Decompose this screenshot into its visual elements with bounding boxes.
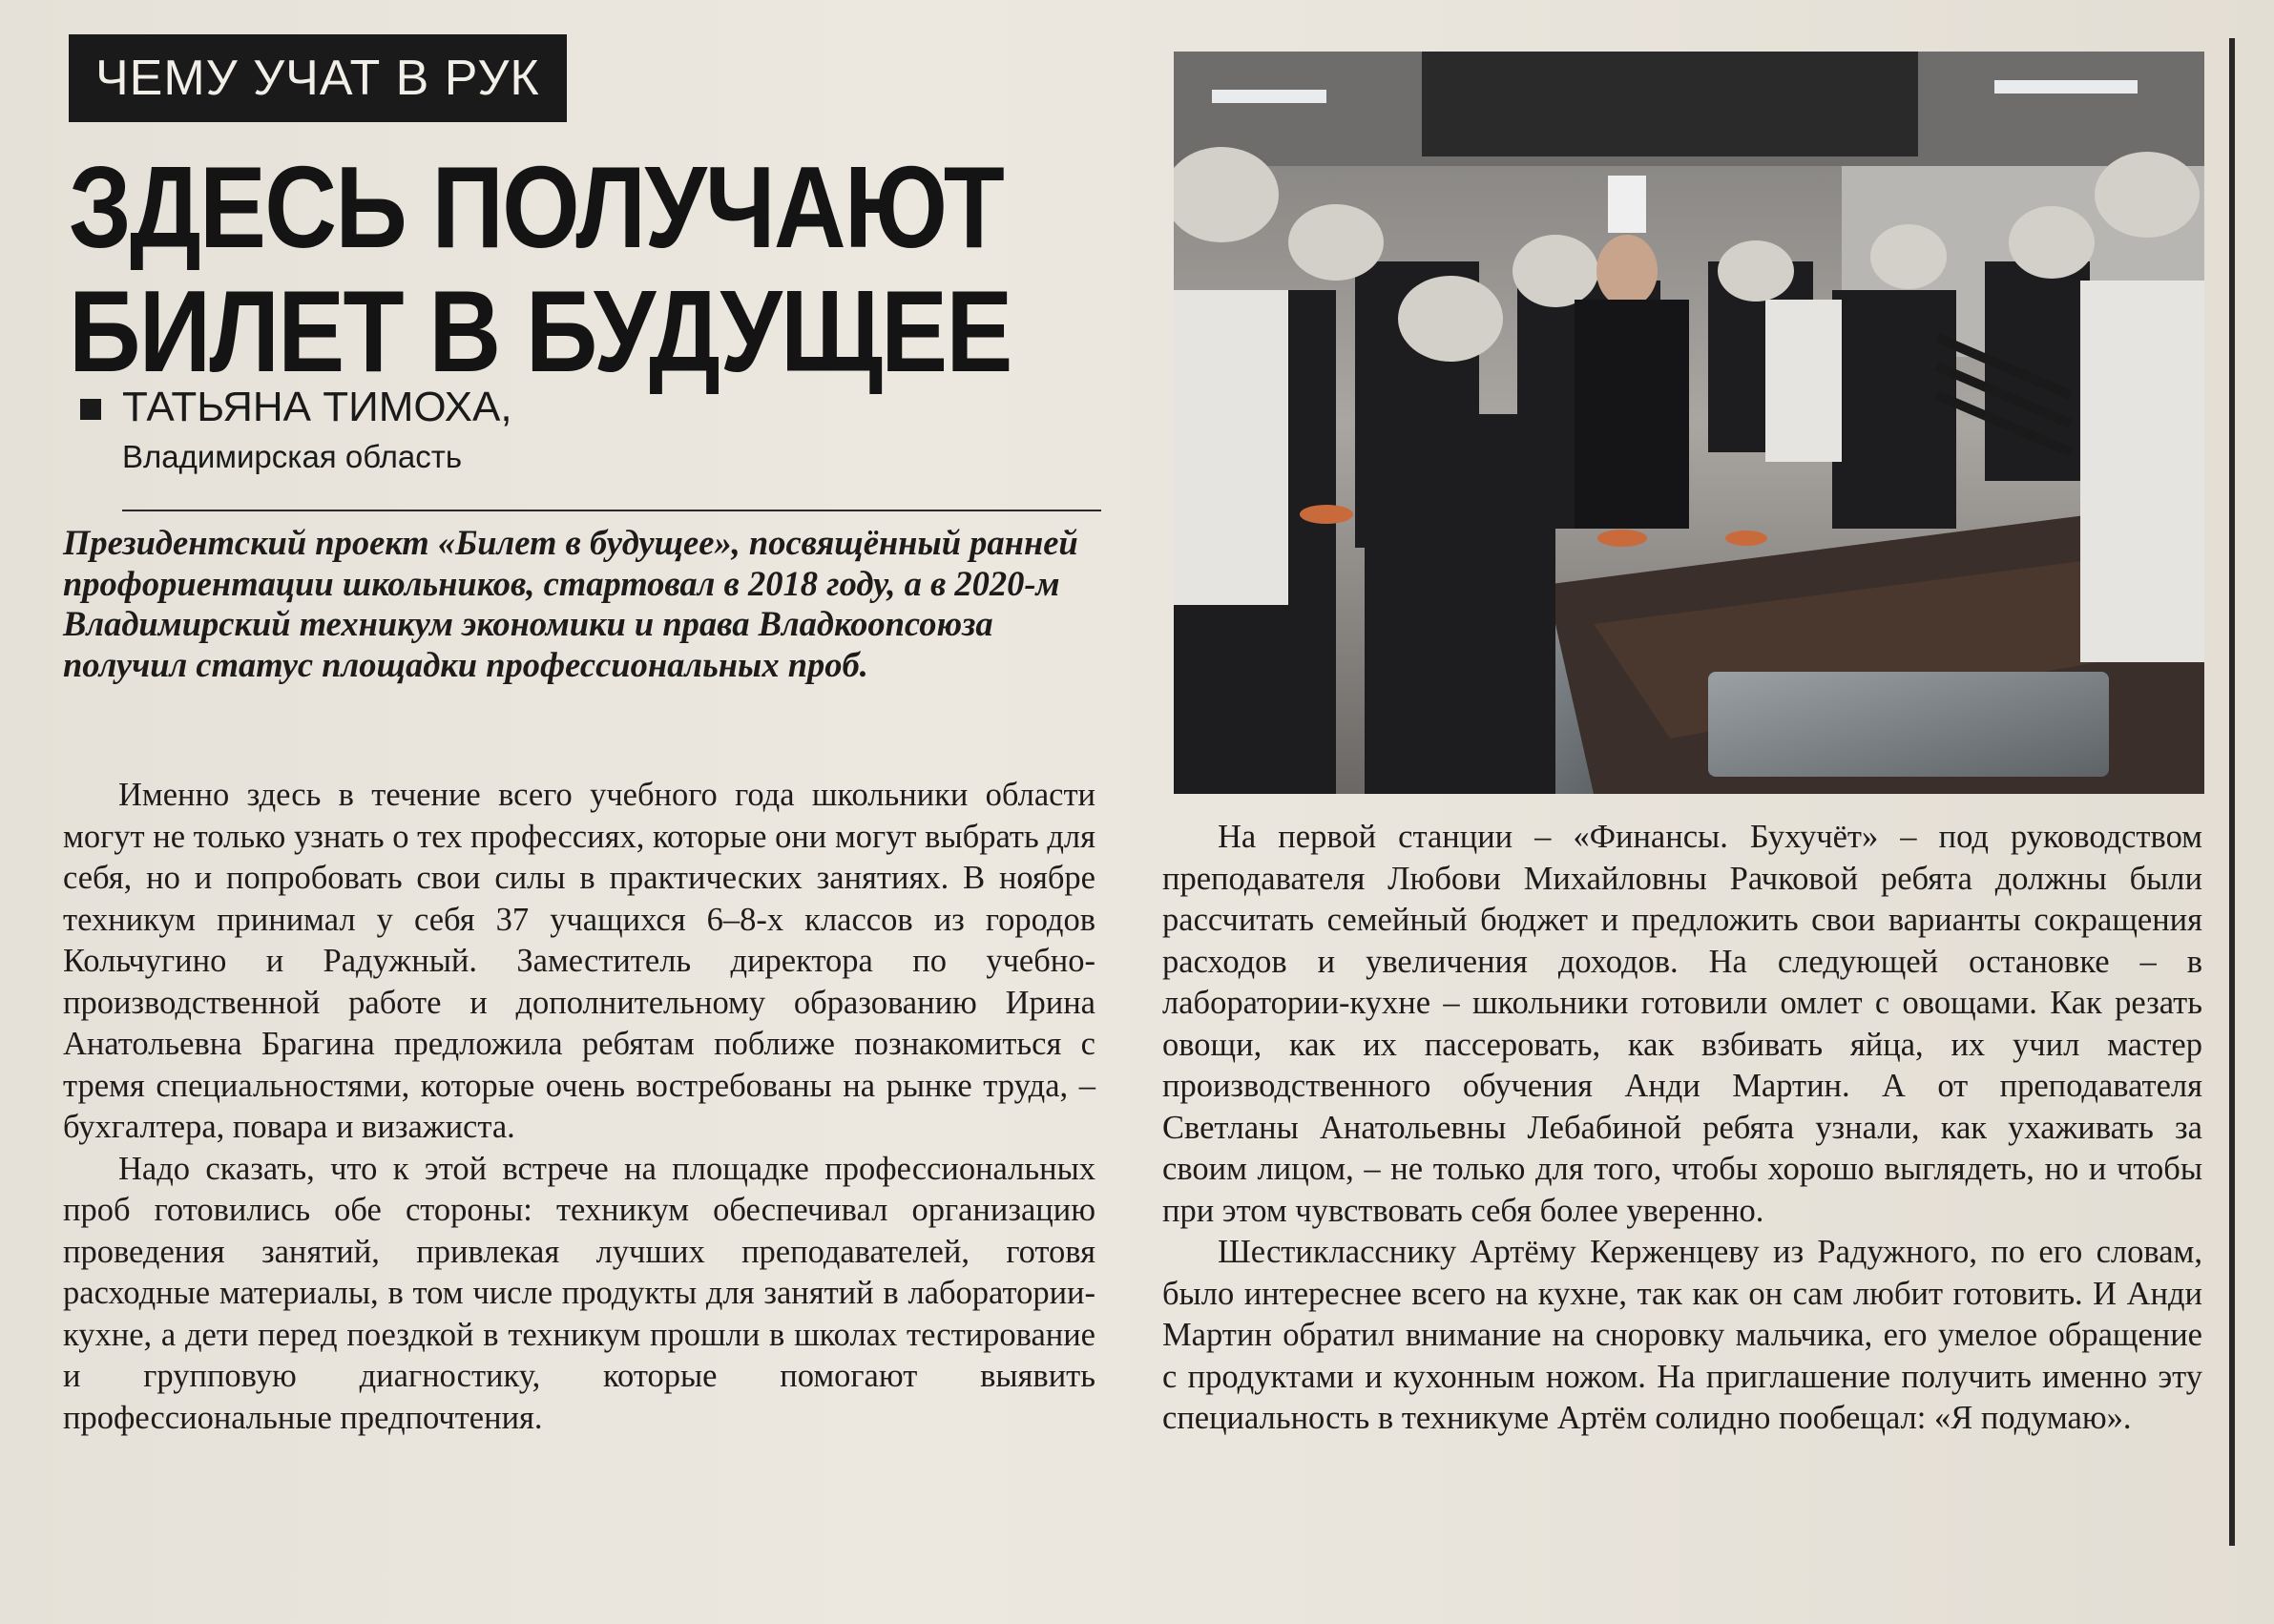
headline-line-2: БИЛЕТ В БУДУЩЕЕ	[69, 266, 1012, 396]
byline-square-icon	[80, 399, 101, 420]
divider	[122, 510, 1101, 511]
author-region: Владимирская область	[122, 439, 463, 474]
headline-line-1: ЗДЕСЬ ПОЛУЧАЮТ	[69, 142, 1004, 272]
headline	[69, 142, 1012, 396]
body-paragraph: Именно здесь в течение всего учебного года школьники области могут не только узнать о тех профессиях, которые они могут выбрать для себя, но и попробовать свои силы в практических занятиях. В ноябре техникум принимал у себя 37 учащихся 6–8-х классов из городов Кольчугино и Радужный. Заместитель директора по учебно-производственной работе и дополнительному образованию Ирина Анатольевна Брагина предложила ребятам поближе познакомиться с тремя специальностями, которые очень востребованы на рынке труда, – бухгалтера, повара и визажиста.	[63, 777, 1095, 1145]
body-paragraph: Надо сказать, что к этой встрече на площадке профессиональных проб готовились обе стороны: техникум обеспечивал организацию проведения занятий, привлекая лучших преподавателей, готовя расходные материалы, в том числе продукты для занятий в лаборатории-кухне, а дети перед поездкой в техникум прошли в школах тестирование и групповую диагностику, которые помогают выявить профессиональные предпочтения.	[63, 1150, 1095, 1436]
body-paragraph: На первой станции – «Финансы. Бухучёт» – под руководством преподавателя Любови Михайловны Рачковой ребята должны были рассчитать семейный бюджет и предложить свои варианты сокращения расходов и увеличения доходов. На следующей остановке – в лаборатории-кухне – школьники готовили омлет с овощами. Как резать овощи, как их пассеровать, как взбивать яйца, их учил мастер производственного обучения Анди Мартин. А от преподавателя Светланы Анатольевны Лебабиной ребята узнали, как ухаживать за своим лицом, – не только для того, чтобы хорошо выглядеть, но и чтобы при этом чувствовать себя более уверенно.	[1162, 819, 2202, 1229]
page-fold-edge	[2229, 38, 2235, 1546]
body-column-right	[1162, 817, 2202, 1440]
lead-paragraph: Президентский проект «Билет в будущее», посвящённый ранней профориентации школьников, стартовал в 2018 году, а в 2020-м Владимирский техникум экономики и права Владкоопсоюза получил статус площадки профессиональных проб.	[63, 523, 1078, 684]
author-name: ТАТЬЯНА ТИМОХА,	[122, 384, 512, 430]
rubric-label: ЧЕМУ УЧАТ В РУК	[69, 34, 567, 122]
body-column-left	[63, 775, 1095, 1439]
kitchen-class-photo	[1174, 52, 2204, 794]
body-paragraph: Шестикласснику Артёму Керженцеву из Радужного, по его словам, было интереснее всего на кухне, так как он сам любит готовить. И Анди Мартин обратил внимание на сноровку мальчика, его умелое обращение с продуктами и кухонным ножом. На приглашение получить именно эту специальность в техникуме Артём солидно пообещал: «Я подумаю».	[1162, 1234, 2202, 1436]
